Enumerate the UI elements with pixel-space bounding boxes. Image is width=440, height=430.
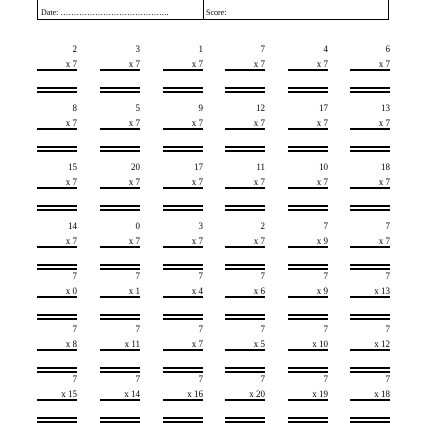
top-number: 20 xyxy=(131,162,140,172)
multiplier: x 7 xyxy=(191,177,203,187)
answer-underline xyxy=(225,367,265,369)
answer-rule xyxy=(350,187,390,189)
answer-underline xyxy=(350,146,390,148)
answer-underline xyxy=(163,421,203,423)
top-number: 2 xyxy=(260,221,265,231)
multiplier: x 20 xyxy=(249,389,265,399)
answer-underline xyxy=(288,314,328,316)
top-number: 3 xyxy=(198,221,203,231)
multiplication-problem xyxy=(225,324,265,380)
multiplier: x 4 xyxy=(191,286,203,296)
multiplication-problem xyxy=(350,162,390,218)
multiplier: x 0 xyxy=(65,286,77,296)
top-number: 0 xyxy=(135,221,140,231)
top-number: 7 xyxy=(260,324,265,334)
multiplication-problem xyxy=(37,162,77,218)
top-number: 7 xyxy=(198,271,203,281)
top-number: 7 xyxy=(260,374,265,384)
multiplication-problem xyxy=(163,162,203,218)
answer-underline xyxy=(163,205,203,207)
answer-underline xyxy=(225,371,265,373)
multiplication-problem xyxy=(163,103,203,159)
top-number: 2 xyxy=(72,44,77,54)
answer-underline xyxy=(350,91,390,93)
top-number: 7 xyxy=(135,271,140,281)
multiplier: x 16 xyxy=(187,389,203,399)
date-label: Date: ………………………………….. xyxy=(41,8,169,17)
answer-underline xyxy=(163,371,203,373)
multiplier: x 7 xyxy=(191,59,203,69)
answer-underline xyxy=(288,209,328,211)
answer-rule xyxy=(37,69,77,71)
multiplication-problem xyxy=(350,271,390,327)
multiplication-problem xyxy=(350,221,390,277)
answer-underline xyxy=(350,150,390,152)
answer-rule xyxy=(350,399,390,401)
answer-underline xyxy=(288,146,328,148)
multiplication-problem xyxy=(288,44,328,100)
multiplier: x 7 xyxy=(65,236,77,246)
answer-rule xyxy=(288,296,328,298)
multiplier: x 7 xyxy=(128,59,140,69)
answer-underline xyxy=(288,318,328,320)
top-number: 7 xyxy=(72,374,77,384)
answer-underline xyxy=(100,417,140,419)
answer-rule xyxy=(225,187,265,189)
multiplication-problem xyxy=(163,374,203,430)
multiplication-problem xyxy=(100,374,140,430)
answer-underline xyxy=(225,205,265,207)
multiplier: x 8 xyxy=(65,339,77,349)
multiplier: x 7 xyxy=(65,118,77,128)
answer-underline xyxy=(288,87,328,89)
top-number: 17 xyxy=(194,162,203,172)
top-number: 7 xyxy=(385,271,390,281)
multiplier: x 7 xyxy=(316,118,328,128)
multiplication-problem xyxy=(37,324,77,380)
top-number: 7 xyxy=(323,324,328,334)
top-number: 18 xyxy=(381,162,390,172)
answer-rule xyxy=(288,349,328,351)
top-number: 7 xyxy=(72,271,77,281)
multiplication-problem xyxy=(288,103,328,159)
answer-underline xyxy=(37,205,77,207)
score-label: Score: xyxy=(206,8,227,17)
answer-underline xyxy=(225,421,265,423)
answer-rule xyxy=(225,69,265,71)
multiplier: x 7 xyxy=(316,59,328,69)
multiplication-problem xyxy=(350,324,390,380)
answer-rule xyxy=(288,69,328,71)
multiplier: x 7 xyxy=(378,177,390,187)
multiplication-problem xyxy=(37,44,77,100)
answer-underline xyxy=(163,146,203,148)
multiplication-problem xyxy=(288,162,328,218)
top-number: 6 xyxy=(385,44,390,54)
multiplication-problem xyxy=(225,103,265,159)
worksheet-header xyxy=(37,0,389,20)
answer-underline xyxy=(100,146,140,148)
multiplier: x 7 xyxy=(378,236,390,246)
answer-underline xyxy=(37,146,77,148)
answer-underline xyxy=(100,268,140,270)
multiplication-problem xyxy=(37,374,77,430)
answer-underline xyxy=(225,91,265,93)
answer-underline xyxy=(225,209,265,211)
multiplier: x 7 xyxy=(316,177,328,187)
answer-underline xyxy=(288,417,328,419)
multiplier: x 9 xyxy=(316,236,328,246)
answer-rule xyxy=(37,296,77,298)
top-number: 15 xyxy=(68,162,77,172)
answer-underline xyxy=(288,367,328,369)
top-number: 7 xyxy=(72,324,77,334)
top-number: 7 xyxy=(135,324,140,334)
answer-underline xyxy=(37,371,77,373)
answer-underline xyxy=(350,87,390,89)
answer-underline xyxy=(37,209,77,211)
answer-underline xyxy=(350,268,390,270)
multiplier: x 7 xyxy=(253,236,265,246)
multiplier: x 7 xyxy=(253,177,265,187)
multiplication-problem xyxy=(100,271,140,327)
answer-underline xyxy=(163,87,203,89)
answer-underline xyxy=(163,367,203,369)
answer-underline xyxy=(37,268,77,270)
multiplier: x 5 xyxy=(253,339,265,349)
answer-underline xyxy=(100,314,140,316)
answer-underline xyxy=(225,417,265,419)
answer-rule xyxy=(100,187,140,189)
answer-underline xyxy=(350,417,390,419)
answer-rule xyxy=(100,349,140,351)
top-number: 7 xyxy=(260,44,265,54)
answer-underline xyxy=(163,91,203,93)
top-number: 3 xyxy=(135,44,140,54)
top-number: 7 xyxy=(135,374,140,384)
answer-underline xyxy=(350,209,390,211)
answer-underline xyxy=(225,314,265,316)
answer-rule xyxy=(37,246,77,248)
multiplier: x 15 xyxy=(61,389,77,399)
top-number: 7 xyxy=(260,271,265,281)
answer-underline xyxy=(100,87,140,89)
multiplier: x 14 xyxy=(124,389,140,399)
answer-underline xyxy=(100,205,140,207)
multiplication-problem xyxy=(288,324,328,380)
answer-rule xyxy=(100,246,140,248)
answer-underline xyxy=(37,314,77,316)
answer-underline xyxy=(100,264,140,266)
header-divider xyxy=(203,0,204,19)
answer-rule xyxy=(37,399,77,401)
answer-rule xyxy=(37,128,77,130)
answer-underline xyxy=(163,268,203,270)
top-number: 7 xyxy=(385,324,390,334)
top-number: 7 xyxy=(323,221,328,231)
answer-underline xyxy=(37,421,77,423)
answer-rule xyxy=(350,69,390,71)
answer-underline xyxy=(225,146,265,148)
answer-rule xyxy=(225,349,265,351)
answer-rule xyxy=(37,187,77,189)
multiplication-problem xyxy=(225,374,265,430)
answer-underline xyxy=(350,205,390,207)
answer-underline xyxy=(100,318,140,320)
multiplication-problem xyxy=(100,162,140,218)
answer-rule xyxy=(288,128,328,130)
top-number: 4 xyxy=(323,44,328,54)
multiplication-problem xyxy=(288,374,328,430)
multiplication-problem xyxy=(163,44,203,100)
multiplier: x 11 xyxy=(124,339,140,349)
answer-underline xyxy=(163,264,203,266)
answer-underline xyxy=(288,150,328,152)
multiplier: x 10 xyxy=(312,339,328,349)
answer-rule xyxy=(163,296,203,298)
multiplication-problem xyxy=(163,221,203,277)
top-number: 7 xyxy=(385,374,390,384)
answer-rule xyxy=(288,246,328,248)
answer-underline xyxy=(163,150,203,152)
multiplication-problem xyxy=(225,162,265,218)
answer-underline xyxy=(100,371,140,373)
multiplier: x 7 xyxy=(253,118,265,128)
answer-underline xyxy=(37,91,77,93)
multiplication-problem xyxy=(37,221,77,277)
answer-rule xyxy=(350,246,390,248)
multiplier: x 6 xyxy=(253,286,265,296)
multiplier: x 7 xyxy=(191,236,203,246)
answer-underline xyxy=(288,264,328,266)
multiplication-problem xyxy=(225,44,265,100)
multiplier: x 7 xyxy=(128,177,140,187)
answer-rule xyxy=(163,69,203,71)
multiplier: x 7 xyxy=(65,59,77,69)
answer-rule xyxy=(163,399,203,401)
answer-rule xyxy=(225,399,265,401)
top-number: 17 xyxy=(319,103,328,113)
answer-underline xyxy=(350,264,390,266)
answer-rule xyxy=(225,296,265,298)
multiplier: x 7 xyxy=(191,339,203,349)
answer-underline xyxy=(163,318,203,320)
multiplication-problem xyxy=(163,271,203,327)
multiplication-problem xyxy=(163,324,203,380)
answer-underline xyxy=(225,264,265,266)
answer-underline xyxy=(288,205,328,207)
multiplier: x 7 xyxy=(128,236,140,246)
answer-underline xyxy=(100,367,140,369)
answer-rule xyxy=(163,128,203,130)
answer-underline xyxy=(288,371,328,373)
answer-rule xyxy=(350,349,390,351)
top-number: 10 xyxy=(319,162,328,172)
answer-rule xyxy=(163,349,203,351)
top-number: 11 xyxy=(256,162,265,172)
answer-rule xyxy=(163,246,203,248)
top-number: 7 xyxy=(323,271,328,281)
answer-rule xyxy=(100,128,140,130)
answer-underline xyxy=(350,314,390,316)
answer-underline xyxy=(37,417,77,419)
top-number: 7 xyxy=(198,374,203,384)
multiplier: x 7 xyxy=(378,59,390,69)
answer-underline xyxy=(163,209,203,211)
answer-underline xyxy=(37,318,77,320)
multiplication-problem xyxy=(225,271,265,327)
answer-rule xyxy=(288,187,328,189)
multiplier: x 7 xyxy=(378,118,390,128)
answer-underline xyxy=(225,87,265,89)
multiplication-problem xyxy=(225,221,265,277)
multiplication-problem xyxy=(288,271,328,327)
multiplication-problem xyxy=(37,103,77,159)
answer-underline xyxy=(350,318,390,320)
answer-underline xyxy=(100,209,140,211)
multiplier: x 18 xyxy=(374,389,390,399)
multiplier: x 12 xyxy=(374,339,390,349)
answer-underline xyxy=(225,318,265,320)
answer-underline xyxy=(100,421,140,423)
answer-rule xyxy=(350,296,390,298)
multiplier: x 13 xyxy=(374,286,390,296)
answer-underline xyxy=(163,314,203,316)
answer-rule xyxy=(225,128,265,130)
top-number: 9 xyxy=(198,103,203,113)
multiplier: x 1 xyxy=(128,286,140,296)
answer-rule xyxy=(163,187,203,189)
multiplication-problem xyxy=(37,271,77,327)
top-number: 5 xyxy=(135,103,140,113)
multiplication-problem xyxy=(100,44,140,100)
multiplication-problem xyxy=(100,103,140,159)
answer-underline xyxy=(37,150,77,152)
answer-rule xyxy=(350,128,390,130)
answer-underline xyxy=(350,371,390,373)
multiplication-problem xyxy=(350,44,390,100)
multiplier: x 7 xyxy=(65,177,77,187)
top-number: 13 xyxy=(381,103,390,113)
answer-underline xyxy=(288,421,328,423)
multiplication-problem xyxy=(100,324,140,380)
answer-underline xyxy=(288,91,328,93)
answer-underline xyxy=(225,150,265,152)
answer-underline xyxy=(37,264,77,266)
answer-underline xyxy=(37,367,77,369)
multiplication-problem xyxy=(288,221,328,277)
answer-underline xyxy=(350,421,390,423)
top-number: 7 xyxy=(385,221,390,231)
top-number: 8 xyxy=(72,103,77,113)
answer-rule xyxy=(100,399,140,401)
answer-underline xyxy=(163,417,203,419)
multiplier: x 9 xyxy=(316,286,328,296)
top-number: 12 xyxy=(256,103,265,113)
answer-rule xyxy=(100,69,140,71)
answer-underline xyxy=(288,268,328,270)
multiplier: x 19 xyxy=(312,389,328,399)
answer-rule xyxy=(225,246,265,248)
multiplier: x 7 xyxy=(128,118,140,128)
answer-rule xyxy=(100,296,140,298)
answer-underline xyxy=(100,91,140,93)
answer-underline xyxy=(225,268,265,270)
answer-rule xyxy=(37,349,77,351)
top-number: 14 xyxy=(68,221,77,231)
multiplication-problem xyxy=(100,221,140,277)
multiplication-problem xyxy=(350,103,390,159)
answer-rule xyxy=(288,399,328,401)
answer-underline xyxy=(37,87,77,89)
top-number: 7 xyxy=(323,374,328,384)
top-number: 1 xyxy=(198,44,203,54)
answer-underline xyxy=(350,367,390,369)
answer-underline xyxy=(100,150,140,152)
top-number: 7 xyxy=(198,324,203,334)
multiplier: x 7 xyxy=(253,59,265,69)
multiplier: x 7 xyxy=(191,118,203,128)
multiplication-problem xyxy=(350,374,390,430)
